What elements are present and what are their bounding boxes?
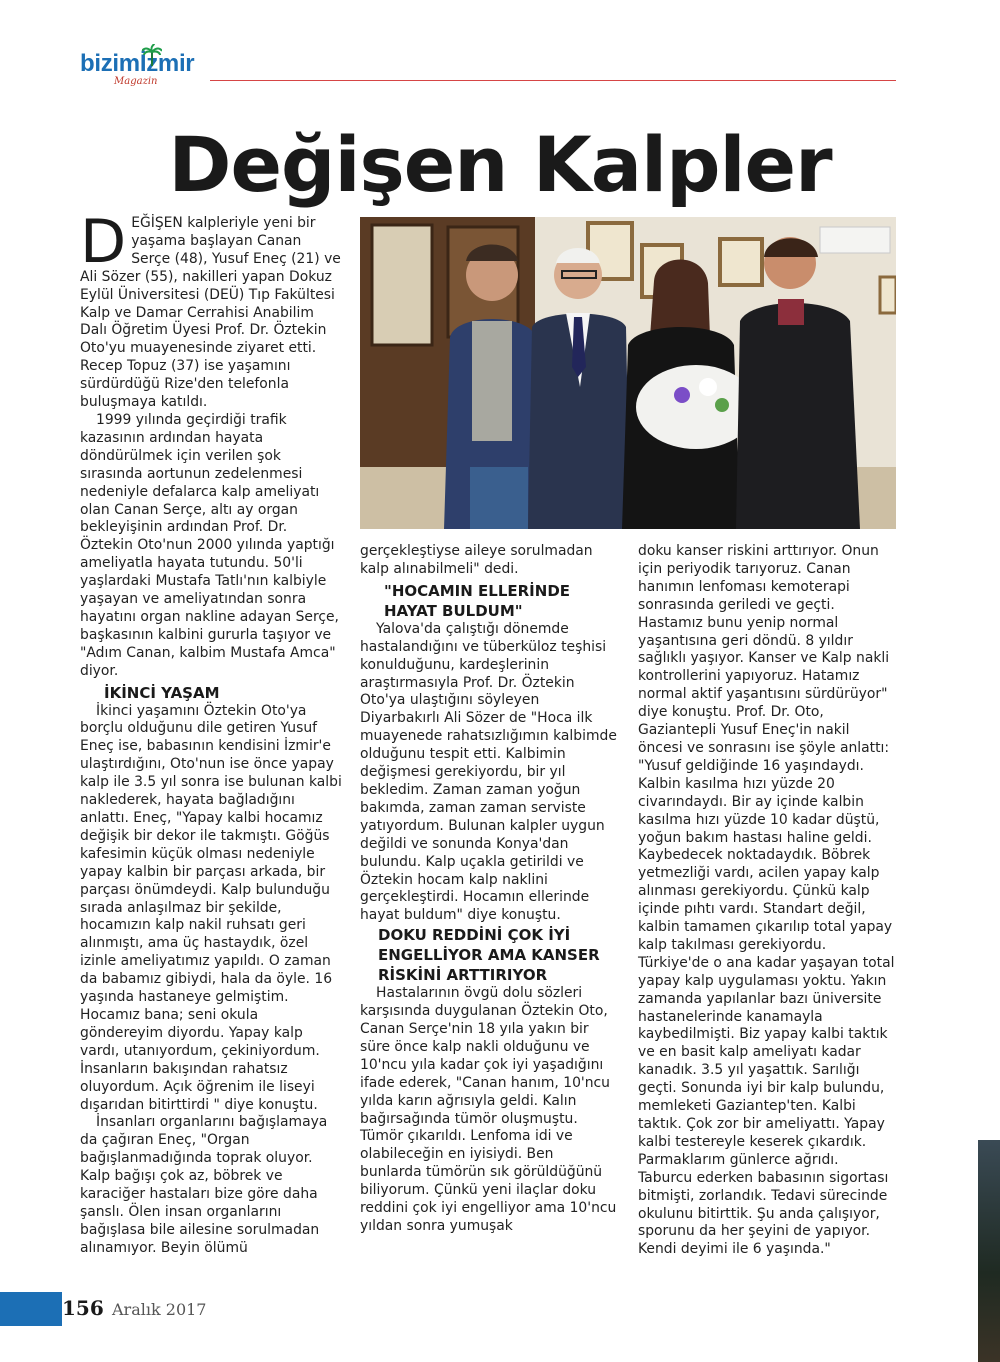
page-footer <box>0 1292 500 1326</box>
masthead <box>80 44 896 94</box>
brand-logo: bizimİzmir <box>80 50 195 77</box>
masthead-rule <box>210 80 896 81</box>
issue-date: Aralık 2017 <box>112 1300 207 1319</box>
subheading: "HOCAMIN ELLERİNDE HAYAT BULDUM" <box>384 581 571 620</box>
paragraph: Yalova'da çalıştığı dönemde hastalandığını ve tüberküloz teşhisi konulduğunu, kardeşlerinin araştırmasıyla Prof. Dr. Öztekin Oto'ya ulaştığını söyleyen Diyarbakırlı Ali Sözer de "Hoca ilk muayenede rahatsızlığımın kalbimde olduğunu tespit etti. Kalbimin değişmesi gerekiyordu, bir yıl bekledim. Zaman zaman yoğun bakımda, zaman zaman serviste yatıyordum. Bulunan kalpler uygun değildi ve sonunda Konya'dan bulundu. Kalp uçakla getirildi ve Öztekin hocam kalp naklini gerçekleştirdi. Hocamın ellerinde hayat buldum" diye konuştu. <box>360 620 617 924</box>
paragraph: Hastalarının övgü dolu sözleri karşısında duygulanan Öztekin Oto, Canan Serçe'nin 18 yıla yakın bir süre önce kalp nakli olduğunu ve 10'ncu yıla kadar çok iyi yaşadığını ifade ederek, "Canan hanım, 10'ncu yılda karın ağrısıyla geldi. Kalın bağırsağında tümör oluşmuştu. Tümör çıkarıldı. Lenfoma idi ve olabileceğin en iyisiydi. Ben bunlarda tümörün sık görüldüğünü biliyorum. Çünkü yeni ilaçlar doku reddini çok iyi engelliyor ama 10'ncu yıldan sonra yumuşak <box>360 985 617 1234</box>
paragraph: İnsanları organlarını bağışlamaya da çağıran Eneç, "Organ bağışlanmadığında toprak oluyor. Kalp bağışı çok az, böbrek ve karaciğer hastaları bize göre daha şanslı. Ölen insan organlarını bağışlasa bile ailesine sorulmadan alınamıyor. Beyin ölümü <box>80 1114 328 1256</box>
article-column-2 <box>360 543 618 1236</box>
adjacent-page-edge <box>978 1140 1000 1362</box>
paragraph: doku kanser riskini arttırıyor. Onun için periyodik tarıyoruz. Canan hanımın lenfoması kemoterapi sonrasında geriledi ve geçti. Hastamız bunu yenip normal yaşantısına geri döndü. 8 yıldır sağlıklı yaşıyor. Kanser ve Kalp nakli kontrollerini yapıyoruz. Hatamız normal aktif yaşantısını sürdürüyor" diye konuştu. Prof. Dr. Oto, Gaziantepli Yusuf Eneç'in nakil öncesi ve sonrasını ise şöyle anlattı: "Yusuf geldiğinde 16 yaşındaydı. Kalbin kasılma hızı yüzde 20 civarındaydı. Bir ay içinde kalbin kasılma hızı yüzde 10 kadar düştü, yoğun bakım hastası haline geldi. Kaybedecek noktadaydık. Böbrek yetmezliği vardı, acilen yapay kalp alınması gerekiyordu. Çünkü kalp içinde pıhtı vardı. Standart değil, kalbin tamamen çıkarılıp total yapay kalp takılması gerekiyordu. Türkiye'de o ana kadar yaşayan total yapay kalp uygulaması yoktu. Yakın zamanda yapılanlar bazı üniversite hastanelerinde kanamayla kaybedilmişti. Biz yapay kalbi taktık ve en basit kalp ameliyatı kadar kanadık. 3.5 yıl yaşattık. Sarılığı geçti. Sonunda iyi bir kalp bulundu, memleketi Gaziantep'ten. Kalbi taktık. Çok zor bir ameliyattı. Yapay kalbi testereyle keserek çıkardık. Parmaklarım günlerce ağrıdı. Taburcu ederken babasının sigortası bitmişti, zorlandık. Tedavi sürecinde okulunu bitirttik. Şu anda çalışıyor, sporunu da her şeyini de yapıyor. Kendi deyimi ile 6 yaşında." <box>638 543 895 1258</box>
article-column-3 <box>638 543 896 1259</box>
brand-section: Magazin <box>114 76 158 87</box>
headline: Değişen Kalpler <box>168 120 832 209</box>
subheading: İKİNCİ YAŞAM <box>104 683 220 702</box>
article-column-1 <box>80 207 342 1258</box>
lead-text: EĞİŞEN kalpleriyle yeni bir yaşama başlayan Canan Serçe (48), Yusuf Eneç (21) ve Ali Sözer (55), nakilleri yapan Dokuz Eylül Üniversitesi (DEÜ) Tıp Fakültesi Kalp ve Damar Cerrahisi Anabilim Dalı Öğretim Üyesi Prof. Dr. Öztekin Oto'yu muayenesinde ziyaret etti. Recep Topuz (37) ise yaşamını sürdürdüğü Rize'den telefonla buluşmaya katıldı. <box>80 215 341 411</box>
lead-paragraph <box>80 207 342 412</box>
paragraph: gerçekleştiyse aileye sorulmadan kalp alınabilmeli" dedi. <box>360 543 593 577</box>
dropcap: D <box>80 207 127 277</box>
page-number-bar <box>0 1292 62 1326</box>
photo-illustration <box>360 217 896 529</box>
palm-tree-icon <box>142 44 162 66</box>
page-number: 156 <box>62 1296 104 1320</box>
subheading: DOKU REDDİNİ ÇOK İYİ ENGELLİYOR AMA KANSER RİSKİNİ ARTTIRIYOR <box>378 926 600 985</box>
paragraph: İkinci yaşamını Öztekin Oto'ya borçlu olduğunu dile getiren Yusuf Eneç ise, babasının kendisini İzmir'e ulaştırdığını, Oto'nun ise önce yapay kalp ile 3.5 yıl sonra ise bulunan kalbi naklederek, hayata bağladığını anlattı. Eneç, "Yapay kalbi hocamız değişik bir dekor ile takmıştı. Göğüs kafesimin küçük olması nedeniyle yapay kalbin bir parçası arkada, bir parçası önümdeydi. Kalp bulunduğu sırada anlaşılmaz bir şekilde, hocamızın kalp nakil ruhsatı geri alınmıştı, ama üç hastaydık, özel izinle ameliyatımız yapıldı. O zaman da babamız gibiydi, hala da öyle. 16 yaşında hastaneye gelmiştim. Hocamız bana; seni okula göndereyim diyordu. Yapay kalp vardı, utanıyordum, çekiniyordum. İnsanların bakışından rahatsız oluyordum. Açık öğrenim ile liseyi dışarıdan bitirttirdi " diye konuştu. <box>80 702 342 1113</box>
article-photo <box>360 217 896 529</box>
paragraph: 1999 yılında geçirdiği trafik kazasının ardından hayata döndürülmek için verilen şok sırasında aortunun zedelenmesi nedeniyle defalarca kalp ameliyatı olan Canan Serçe, altı ay organ bekleyişinin ardından Prof. Dr. Öztekin Oto'nun 2000 yılında yaptığı ameliyatla hayata tutundu. 50'li yaşlardaki Mustafa Tatlı'nın kalbiyle yaşayan ve ameliyatından sonra hayatını organ nakline adayan Serçe, başkasının kalbini gururla taşıyor ve "Adım Canan, kalbim Mustafa Amca" diyor. <box>80 411 339 679</box>
